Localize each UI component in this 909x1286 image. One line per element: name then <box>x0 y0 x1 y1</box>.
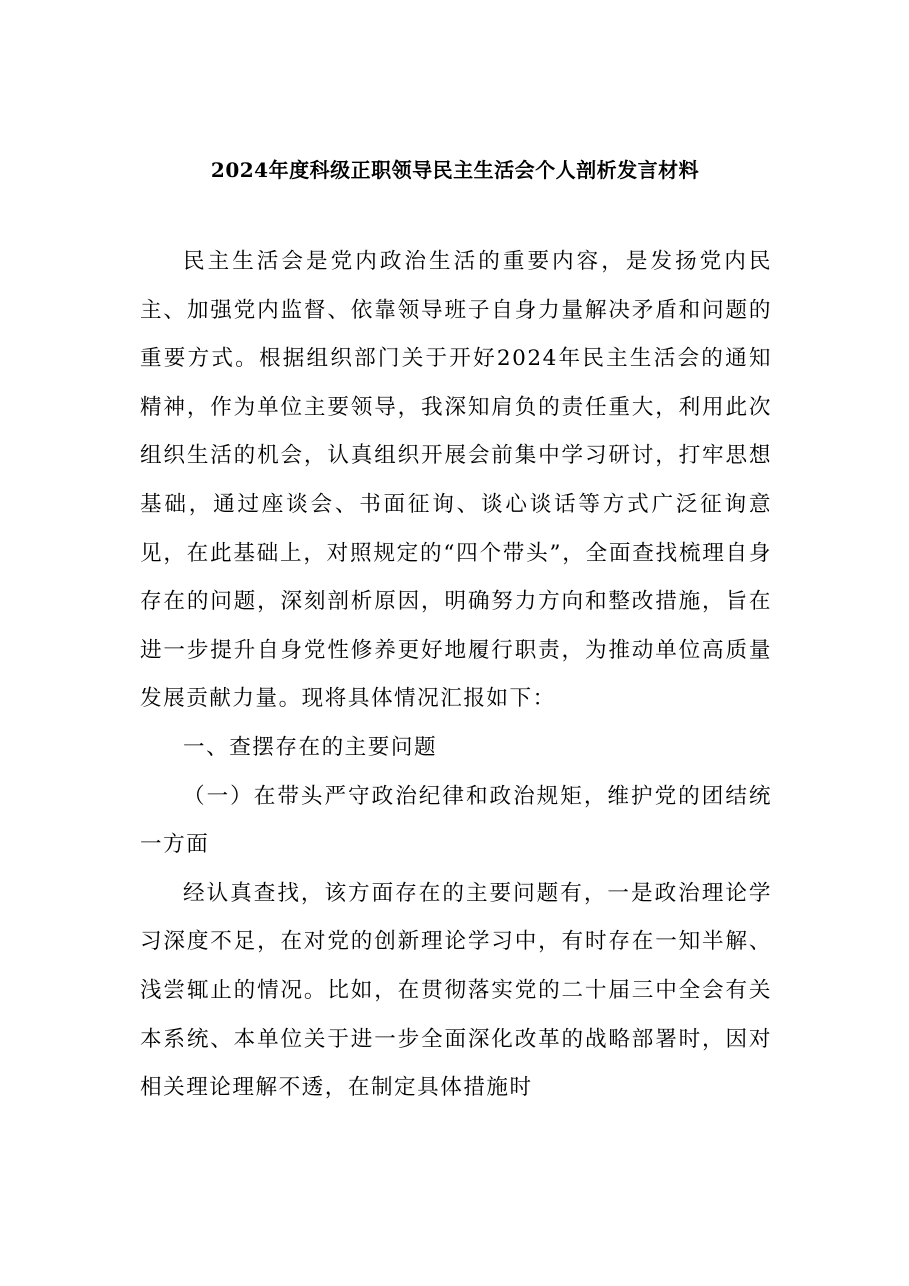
document-title: 2024年度科级正职领导民主生活会个人剖析发言材料 <box>210 158 700 182</box>
section-heading: 一、查摆存在的主要问题 <box>183 734 438 760</box>
subsection-heading: （一）在带头严守政治纪律和政治规矩，维护党的团结统一方面 <box>140 783 772 858</box>
intro-paragraph: 民主生活会是党内政治生活的重要内容，是发扬党内民主、加强党内监督、依靠领导班子自身力量解决矛盾和问题的重要方式。根据组织部门关于开好2024年民主生活会的通知精神，作为单位主要领导，我深知肩负的责任重大，利用此次组织生活的机会，认真组织开展会前集中学习研讨，打牢思想基础，通过座谈会、书面征询、谈心谈话等方式广泛征询意见，在此基础上，对照规定的“四个带头”，全面查找梳理自身存在的问题，深刻剖析原因，明确努力方向和整改措施，旨在进一步提升自身党性修养更好地履行职责，为推动单位高质量发展贡献力量。现将具体情况汇报如下： <box>140 249 772 712</box>
problem-paragraph: 经认真查找，该方面存在的主要问题有，一是政治理论学习深度不足，在对党的创新理论学习中，有时存在一知半解、浅尝辄止的情况。比如，在贯彻落实党的二十届三中全会有关本系统、本单位关于进一步全面深化改革的战略部署时，因对相关理论理解不透，在制定具体措施时 <box>140 880 772 1101</box>
document-body <box>140 238 772 1113</box>
